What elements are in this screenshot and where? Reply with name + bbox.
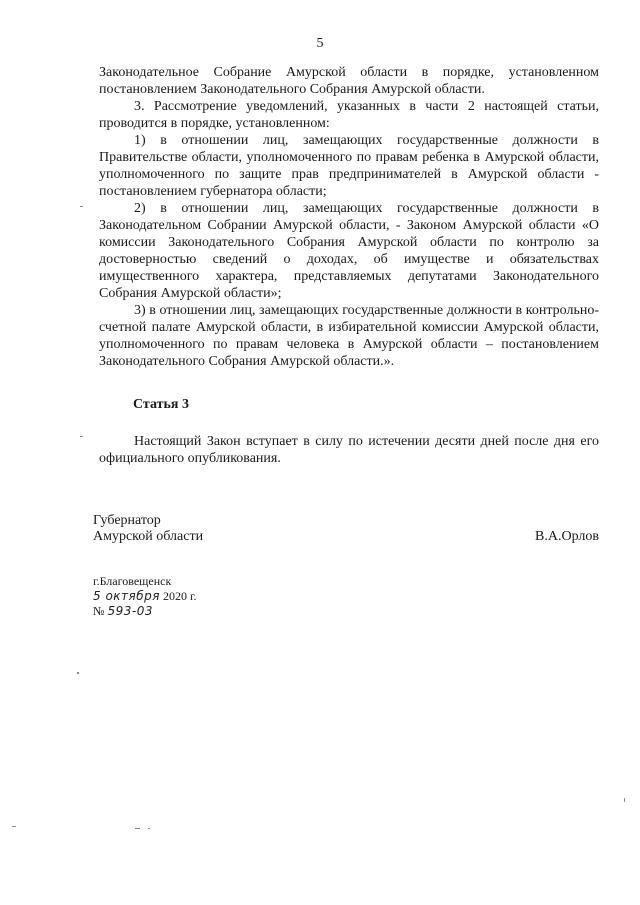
paragraph-1: Законодательное Собрание Амурской области в порядке, установленном постановлением Законодательного Собрания Амурской области. bbox=[99, 65, 599, 97]
paragraph-2: 3. Рассмотрение уведомлений, указанных в части 2 настоящей статьи, проводится в порядке, установленном: bbox=[99, 99, 599, 131]
scan-speck bbox=[77, 672, 79, 674]
number-prefix: № bbox=[93, 604, 108, 618]
scan-speck bbox=[80, 436, 83, 437]
scan-speck bbox=[12, 826, 16, 827]
signer-position-line-1: Губернатор bbox=[93, 513, 161, 528]
paragraph-5: 3) в отношении лиц, замещающих государственные должности в контрольно-счетной палате Амурской области, в избирательной комиссии Амурской области, уполномоченного по правам человека в Амурской области – постановлением Законодательного Собрания Амурской области.». bbox=[99, 303, 599, 369]
scan-speck bbox=[624, 798, 625, 802]
number-handwritten: 593-03 bbox=[107, 604, 153, 618]
date-handwritten: 5 октября bbox=[93, 589, 160, 603]
page-number: 5 bbox=[316, 36, 324, 51]
city: г.Благовещенск bbox=[93, 574, 172, 588]
date-suffix: 2020 г. bbox=[159, 589, 197, 603]
number-line bbox=[93, 604, 197, 619]
scan-speck bbox=[148, 828, 150, 829]
place-and-date bbox=[93, 574, 197, 619]
date-line bbox=[93, 589, 197, 604]
signer-position-line-2: Амурской области bbox=[93, 529, 204, 544]
scan-speck bbox=[135, 828, 140, 829]
article-heading: Статья 3 bbox=[133, 397, 189, 412]
signer-name: В.А.Орлов bbox=[535, 529, 599, 544]
scan-speck bbox=[80, 206, 83, 207]
body-text bbox=[99, 64, 599, 370]
article-text: Настоящий Закон вступает в силу по истечении десяти дней после дня его официального опубликования. bbox=[99, 434, 599, 466]
signer-position bbox=[93, 513, 203, 545]
paragraph-4: 2) в отношении лиц, замещающих государственные должности в Законодательном Собрании Амурской области, - Законом Амурской области «О комиссии Законодательного Собрания Амурской области по контролю за достоверностью сведений о доходах, об имуществе и обязательствах имущественного характера, представляемых депутатами Законодательного Собрания Амурской области»; bbox=[99, 201, 599, 301]
paragraph-3: 1) в отношении лиц, замещающих государственные должности в Правительстве области, уполномоченного по правам ребенка в Амурской области, уполномоченного по защите прав предпринимателей в Амурской области - постановлением губернатора области; bbox=[99, 133, 599, 199]
